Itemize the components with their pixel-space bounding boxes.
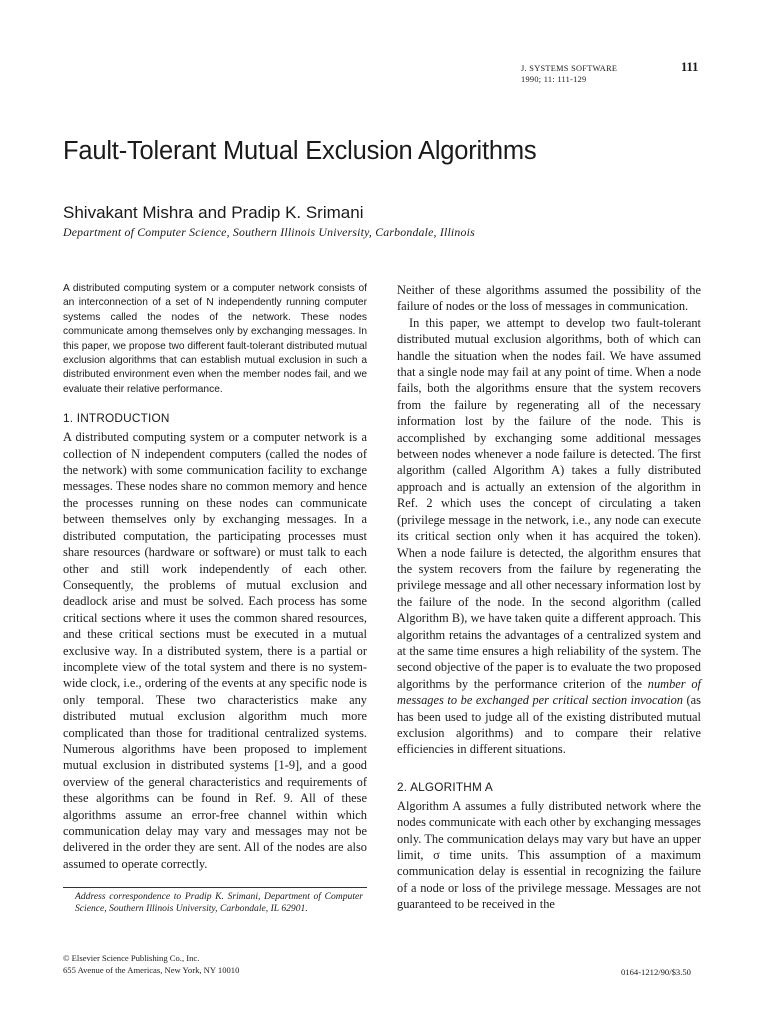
section-heading-introduction: 1. INTRODUCTION (63, 411, 170, 426)
journal-citation (521, 63, 617, 85)
abstract: A distributed computing system or a computer network consists of an interconnection of a set of N independently running computer systems called the nodes of the network. These nodes communicate among themselves only by exchanging messages. In this paper, we propose two different fault-tolerant distributed mutual exclusion algorithms that can establish mutual exclusion in such a distributed environment even when the member nodes fail, and we evaluate their relative performance. (63, 283, 367, 395)
page-number: 111 (681, 60, 699, 74)
journal-name: J. SYSTEMS SOFTWARE (521, 64, 618, 73)
paper-title: Fault-Tolerant Mutual Exclusion Algorithms (63, 137, 537, 165)
paragraph-prior-work: Neither of these algorithms assumed the possibility of the failure of nodes or the loss of messages in communication. (397, 283, 701, 314)
right-column (397, 282, 701, 913)
paragraph-contributions-text-a: In this paper, we attempt to develop two fault-tolerant distributed mutual exclusion algorithms, both of which can handle the situation when the nodes fail. We have assumed that a single node may fail at any point of time. When a node fails, both the algorithms ensure that the system recovers from the failure by regenerating all of the necessary information lost by the failure of the node. This is accomplished by exchanging some additional messages between nodes whenever a node failure is detected. The first algorithm (called Algorithm A) takes a fully distributed approach and is actually an extension of the algorithm in Ref. 2 which uses the concept of circulating a taken (privilege message in the network, i.e., any node can execute its critical section only when it has acquired the token). When a node failure is detected, the algorithm ensures that the system recovers from the failure by regenerating the privilege message and all other necessary information lost by the failure of the node. In the second algorithm (called Algorithm B), we have taken quite a different approach. This algorithm retains the advantages of a centralized system and at the same time ensures a high reliability of the system. The second objective of the paper is to evaluate the two proposed algorithms by the performance criterion of the (397, 315, 701, 691)
publisher-copyright (63, 952, 239, 976)
journal-volume: 1990; 11: 111-129 (521, 75, 587, 84)
paragraph-contributions (397, 315, 701, 758)
left-column (63, 282, 367, 872)
paragraph-contributions-emphasis: number of messages to be exchanged per critical section invocation (397, 676, 702, 708)
paragraph-contributions-text-b: (as has been used to judge all of the existing distributed mutual exclusion algorithms) and to compare their relative efficiencies in different situations. (397, 693, 702, 757)
algorithm-a-paragraph: Algorithm A assumes a fully distributed network where the nodes communicate with each other by exchanging messages only. The communication delays may vary but have an upper limit, σ time units. This assumption of a maximum communication delay is essential in recognizing the failure of a node or loss of the privilege message. Messages are not guaranteed to be received in the (397, 798, 701, 912)
correspondence-footnote (63, 891, 363, 915)
footnote-text: Address correspondence to Pradip K. Srimani, Department of Computer Science, Southern Illinois University, Carbondale, IL 62901. (75, 891, 363, 914)
author-affiliation: Department of Computer Science, Southern Illinois University, Carbondale, Illinois (63, 225, 475, 239)
introduction-paragraph: A distributed computing system or a computer network is a collection of N independent computers (called the nodes of the network) with some communication facility to exchange messages. These nodes share no common memory and hence the processes running on these nodes can communicate between themselves only by exchanging messages. In a distributed computation, the participating processes must share resources (hardware or software) or must talk to each other and still work independently of each other. Consequently, the problems of mutual exclusion and deadlock arise and must be solved. Each process has some critical sections where it uses the common shared resources, and these critical sections must be executed in a mutual exclusive way. In a distributed system, there is a partial or incomplete view of the total system and there is no system-wide clock, i.e., ordering of the events at any specific node is only temporal. These two characteristics make any distributed mutual exclusion algorithm much more complicated than those for traditional centralized systems. Numerous algorithms have been proposed to implement mutual exclusion in distributed systems [1-9], and a good overview of the general characteristics and requirements of these algorithms can be found in Ref. 9. All of these algorithms assume an error-free channel within which communication delay may vary and messages may not be delivered in the order they are sent. All of the nodes are also assumed to operate correctly. (63, 430, 367, 871)
copyright-line: © Elsevier Science Publishing Co., Inc. (63, 953, 200, 963)
footnote-divider (63, 887, 367, 888)
publisher-address: 655 Avenue of the Americas, New York, NY 10010 (63, 965, 240, 975)
article-code: 0164-1212/90/$3.50 (621, 967, 691, 977)
paper-authors: Shivakant Mishra and Pradip K. Srimani (63, 203, 364, 222)
section-heading-algorithm-a: 2. ALGORITHM A (397, 779, 493, 794)
